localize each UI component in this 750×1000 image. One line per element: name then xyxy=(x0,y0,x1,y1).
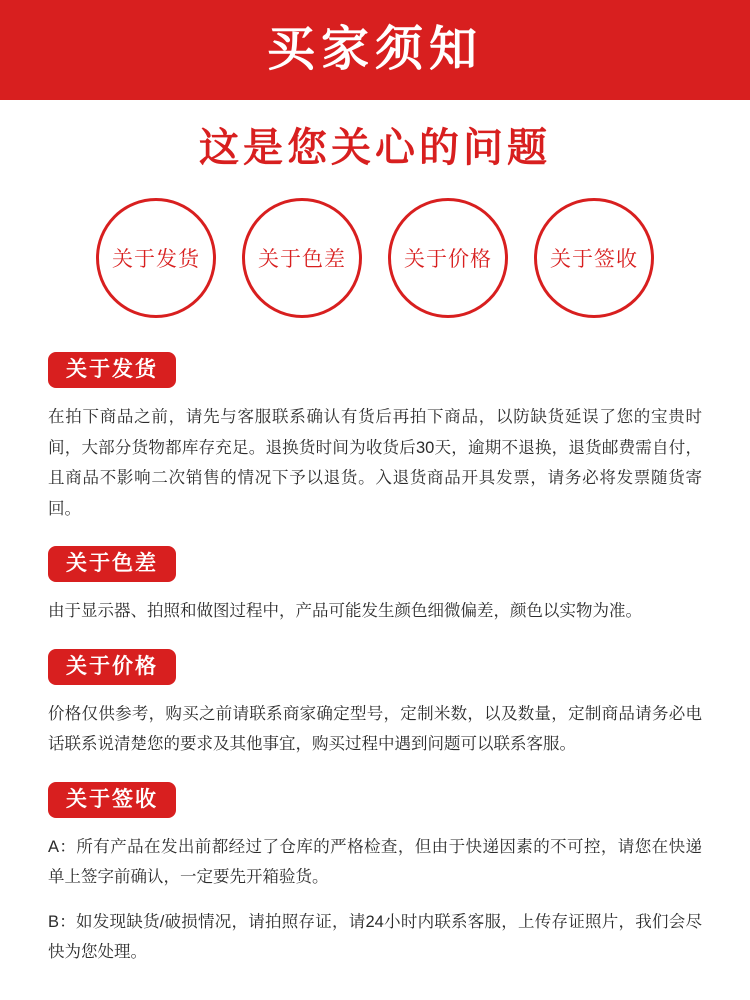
section-color-difference xyxy=(48,546,702,627)
section-tag-receiving: 关于签收 xyxy=(48,782,176,818)
topic-circle-shipping xyxy=(96,198,216,318)
topic-circle-label: 关于色差 xyxy=(258,248,346,271)
section-body-receiving-b: B：如发现缺货/破损情况，请拍照存证，请24小时内联系客服，上传存证照片，我们会尽快为您处理。 xyxy=(48,912,702,962)
top-banner xyxy=(0,0,750,100)
section-body-price: 价格仅供参考，购买之前请联系商家确定型号，定制米数，以及数量，定制商品请务必电话联系说清楚您的要求及其他事宜，购买过程中遇到问题可以联系客服。 xyxy=(48,704,702,754)
section-body-receiving-a: A：所有产品在发出前都经过了仓库的严格检查，但由于快递因素的不可控，请您在快递单上签字前确认，一定要先开箱验货。 xyxy=(48,837,702,887)
sections-container xyxy=(0,352,750,968)
topic-circle-receiving xyxy=(534,198,654,318)
subheading-wrap xyxy=(0,126,750,170)
section-price xyxy=(48,649,702,760)
banner-title: 买家须知 xyxy=(266,23,483,76)
topic-circle-label: 关于价格 xyxy=(404,248,492,271)
topic-circle-color-difference xyxy=(242,198,362,318)
section-body-color-difference: 由于显示器、拍照和做图过程中，产品可能发生颜色细微偏差，颜色以实物为准。 xyxy=(48,602,642,621)
page-subheading: 这是您关心的问题 xyxy=(199,126,551,170)
section-body-shipping: 在拍下商品之前，请先与客服联系确认有货后再拍下商品，以防缺货延误了您的宝贵时间，大部分货物都库存充足。退换货时间为收货后30天，逾期不退换，退货邮费需自付，且商品不影响二次销售的情况下予以退货。入退货商品开具发票，请务必将发票随货寄回。 xyxy=(48,408,702,518)
section-shipping xyxy=(48,352,702,524)
section-tag-price: 关于价格 xyxy=(48,649,176,685)
topic-circle-label: 关于签收 xyxy=(550,248,638,271)
section-tag-color-difference: 关于色差 xyxy=(48,546,176,582)
topic-circle-row xyxy=(0,198,750,318)
section-tag-shipping: 关于发货 xyxy=(48,352,176,388)
topic-circle-price xyxy=(388,198,508,318)
section-receiving xyxy=(48,782,702,968)
topic-circle-label: 关于发货 xyxy=(112,248,200,271)
